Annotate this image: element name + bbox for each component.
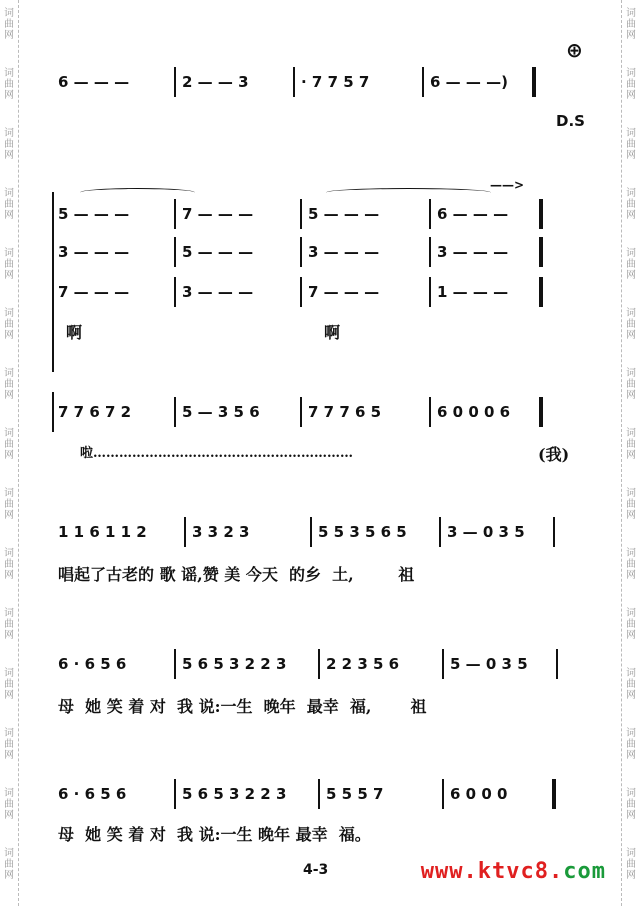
measure: 1 1 6 1 1 2 xyxy=(58,523,147,541)
measure: 5 — — — xyxy=(308,205,380,223)
measure: 3 3 2 3 xyxy=(192,523,250,541)
lyric-ah-2: 啊 xyxy=(324,323,341,342)
coda-symbol: ⊕ xyxy=(566,38,583,62)
side-watermark: 词 曲 网 xyxy=(4,128,14,161)
lyric-wo: (我) xyxy=(538,445,570,464)
staff-line-1 xyxy=(58,64,592,100)
site-text-com: com xyxy=(563,859,606,884)
staff-line-verse-3 xyxy=(58,776,592,812)
measure: 6 · 6 5 6 xyxy=(58,655,127,673)
measure: 3 — — — xyxy=(308,243,380,261)
side-watermark: 词 曲 网 xyxy=(4,428,14,461)
side-watermark: 词 曲 网 xyxy=(4,248,14,281)
ds-marking: D.S xyxy=(556,112,585,130)
side-watermark: 词 曲 网 xyxy=(4,188,14,221)
measure: 6 0 0 0 xyxy=(450,785,508,803)
measure: 5 5 3 5 6 5 xyxy=(318,523,407,541)
verse-1-lyric: 唱起了古老的 歌 谣,赞 美 今天 的乡 土, 祖 xyxy=(58,565,415,584)
side-watermark: 词 曲 网 xyxy=(626,548,636,581)
measure: 5 — 0 3 5 xyxy=(450,655,528,673)
verse-3-lyric: 母 她 笑 着 对 我 说:一生 晚年 最幸 福。 xyxy=(58,825,371,844)
lyric-la: 啦…………………………………………………… xyxy=(80,446,353,461)
measure: 3 — 0 3 5 xyxy=(447,523,525,541)
measure: 7 7 6 7 2 xyxy=(58,403,132,421)
side-watermark: 词 曲 网 xyxy=(626,728,636,761)
side-watermark: 词 曲 网 xyxy=(626,668,636,701)
measure: 2 — — 3 xyxy=(182,73,249,91)
measure: 7 7 7 6 5 xyxy=(308,403,382,421)
side-watermark: 词 曲 网 xyxy=(626,368,636,401)
measure: 3 — — — xyxy=(437,243,509,261)
side-watermark: 词 曲 网 xyxy=(4,548,14,581)
measure: 6 — — — xyxy=(58,73,130,91)
verse-2-lyric: 母 她 笑 着 对 我 说:一生 晚年 最幸 福, 祖 xyxy=(58,697,427,716)
measure: 5 — — — xyxy=(182,243,254,261)
measure: 6 0 0 0 6 xyxy=(437,403,511,421)
staff-line-middle xyxy=(58,234,592,270)
staff-line-verse-2 xyxy=(58,646,592,682)
side-watermark: 词 曲 网 xyxy=(626,428,636,461)
side-watermark: 词 曲 网 xyxy=(4,368,14,401)
side-watermark: 词 曲 网 xyxy=(4,8,14,41)
site-watermark xyxy=(421,859,606,884)
staff-line-upper xyxy=(58,196,592,232)
voice-brace xyxy=(52,192,54,372)
side-watermark: 词 曲 网 xyxy=(626,128,636,161)
measure: 7 — — — xyxy=(308,283,380,301)
side-watermark: 词 曲 网 xyxy=(4,608,14,641)
measure: 7 — — — xyxy=(182,205,254,223)
measure: 6 · 6 5 6 xyxy=(58,785,127,803)
side-watermark: 词 曲 网 xyxy=(4,668,14,701)
site-text-main: www.ktvc8. xyxy=(420,859,564,884)
side-watermark: 词 曲 网 xyxy=(4,488,14,521)
measure: 1 — — — xyxy=(437,283,509,301)
measure: 2 2 3 5 6 xyxy=(326,655,400,673)
staff-line-bass xyxy=(58,394,592,430)
staff-line-verse-1 xyxy=(58,514,592,550)
side-watermark: 词 曲 网 xyxy=(626,8,636,41)
measure: 5 — — — xyxy=(58,205,130,223)
measure: 5 5 5 7 xyxy=(326,785,384,803)
measure: 3 — — — xyxy=(182,283,254,301)
measure: 5 6 5 3 2 2 3 xyxy=(182,785,287,803)
dynamic-marking: ——> xyxy=(490,178,525,192)
side-watermark: 词 曲 网 xyxy=(626,488,636,521)
side-watermark: 词 曲 网 xyxy=(4,788,14,821)
staff-line-lower xyxy=(58,274,592,310)
side-watermark: 词 曲 网 xyxy=(626,248,636,281)
measure: 5 6 5 3 2 2 3 xyxy=(182,655,287,673)
measure: 6 — — — xyxy=(437,205,509,223)
side-watermark: 词 曲 网 xyxy=(4,848,14,881)
side-watermark: 词 曲 网 xyxy=(626,188,636,221)
side-watermark: 词 曲 网 xyxy=(4,728,14,761)
side-watermark: 词 曲 网 xyxy=(626,848,636,881)
page-number: 4-3 xyxy=(303,862,329,878)
bass-brace xyxy=(52,392,54,432)
side-watermark: 词 曲 网 xyxy=(626,308,636,341)
measure: · 7 7 5 7 xyxy=(301,73,370,91)
side-watermark: 词 曲 网 xyxy=(626,608,636,641)
measure: 5 — 3 5 6 xyxy=(182,403,260,421)
side-watermark: 词 曲 网 xyxy=(626,68,636,101)
measure: 3 — — — xyxy=(58,243,130,261)
side-watermark: 词 曲 网 xyxy=(626,788,636,821)
side-watermark: 词 曲 网 xyxy=(4,308,14,341)
measure: 6 — — —) xyxy=(430,73,508,91)
lyric-ah-1: 啊 xyxy=(66,323,83,342)
side-watermark: 词 曲 网 xyxy=(4,68,14,101)
measure: 7 — — — xyxy=(58,283,130,301)
